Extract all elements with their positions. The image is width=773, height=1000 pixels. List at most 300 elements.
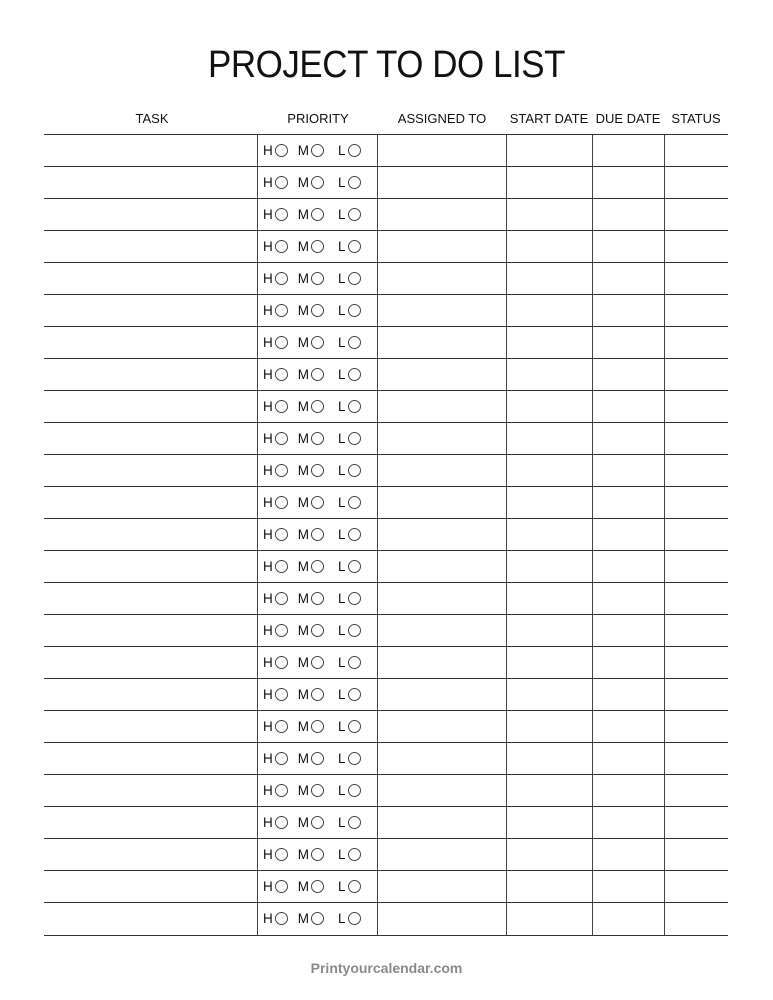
priority-option-h[interactable] — [263, 655, 288, 670]
assigned-to-cell[interactable] — [377, 807, 506, 838]
start-date-cell[interactable] — [506, 423, 592, 454]
priority-option-l[interactable] — [338, 271, 361, 286]
radio-circle-icon[interactable] — [275, 624, 288, 637]
radio-circle-icon[interactable] — [311, 368, 324, 381]
task-cell[interactable] — [44, 871, 257, 902]
task-cell[interactable] — [44, 167, 257, 198]
priority-label: M — [297, 623, 309, 638]
priority-option-m[interactable] — [298, 271, 324, 286]
priority-label: L — [338, 559, 346, 574]
priority-option-m[interactable] — [298, 783, 324, 798]
radio-circle-icon[interactable] — [311, 752, 324, 765]
assigned-to-cell[interactable] — [377, 487, 506, 518]
column-divider — [664, 647, 665, 678]
column-divider — [257, 391, 258, 422]
assigned-to-cell[interactable] — [377, 679, 506, 710]
task-cell[interactable] — [44, 647, 257, 678]
priority-option-m[interactable] — [298, 367, 324, 382]
due-date-cell[interactable] — [592, 487, 664, 518]
start-date-cell[interactable] — [506, 487, 592, 518]
status-cell[interactable] — [664, 263, 728, 294]
due-date-cell[interactable] — [592, 263, 664, 294]
priority-option-h[interactable] — [263, 879, 288, 894]
radio-circle-icon[interactable] — [311, 208, 324, 221]
status-cell[interactable] — [664, 679, 728, 710]
priority-option-m[interactable] — [298, 879, 324, 894]
assigned-to-cell[interactable] — [377, 391, 506, 422]
radio-circle-icon[interactable] — [348, 496, 361, 509]
radio-circle-icon[interactable] — [311, 816, 324, 829]
task-cell[interactable] — [44, 199, 257, 230]
radio-circle-icon[interactable] — [275, 336, 288, 349]
priority-option-m[interactable] — [298, 559, 324, 574]
priority-option-h[interactable] — [263, 527, 288, 542]
due-date-cell[interactable] — [592, 391, 664, 422]
priority-option-m[interactable] — [298, 719, 324, 734]
radio-circle-icon[interactable] — [275, 304, 288, 317]
start-date-cell[interactable] — [506, 519, 592, 550]
start-date-cell[interactable] — [506, 327, 592, 358]
due-date-cell[interactable] — [592, 583, 664, 614]
priority-option-l[interactable] — [338, 335, 361, 350]
priority-option-l[interactable] — [338, 399, 361, 414]
radio-circle-icon[interactable] — [348, 208, 361, 221]
priority-option-l[interactable] — [338, 559, 361, 574]
priority-option-m[interactable] — [298, 431, 324, 446]
start-date-cell[interactable] — [506, 263, 592, 294]
assigned-to-cell[interactable] — [377, 327, 506, 358]
priority-option-l[interactable] — [338, 783, 361, 798]
status-cell[interactable] — [664, 711, 728, 742]
radio-circle-icon[interactable] — [275, 592, 288, 605]
priority-option-m[interactable] — [298, 911, 324, 926]
priority-option-m[interactable] — [298, 687, 324, 702]
priority-option-h[interactable] — [263, 911, 288, 926]
radio-circle-icon[interactable] — [311, 240, 324, 253]
priority-option-l[interactable] — [338, 367, 361, 382]
start-date-cell[interactable] — [506, 295, 592, 326]
task-cell[interactable] — [44, 327, 257, 358]
radio-circle-icon[interactable] — [311, 784, 324, 797]
task-cell[interactable] — [44, 135, 257, 166]
radio-circle-icon[interactable] — [311, 496, 324, 509]
radio-circle-icon[interactable] — [311, 880, 324, 893]
due-date-cell[interactable] — [592, 615, 664, 646]
assigned-to-cell[interactable] — [377, 423, 506, 454]
assigned-to-cell[interactable] — [377, 551, 506, 582]
radio-circle-icon[interactable] — [348, 304, 361, 317]
priority-label: L — [338, 751, 346, 766]
priority-option-l[interactable] — [338, 623, 361, 638]
status-cell[interactable] — [664, 615, 728, 646]
status-cell[interactable] — [664, 647, 728, 678]
footer-watermark: Printyourcalendar.com — [310, 960, 463, 976]
assigned-to-cell[interactable] — [377, 711, 506, 742]
assigned-to-cell[interactable] — [377, 199, 506, 230]
assigned-to-cell[interactable] — [377, 583, 506, 614]
start-date-cell[interactable] — [506, 551, 592, 582]
priority-option-m[interactable] — [298, 207, 324, 222]
priority-option-h[interactable] — [263, 335, 288, 350]
assigned-to-cell[interactable] — [377, 903, 506, 935]
priority-option-h[interactable] — [263, 271, 288, 286]
start-date-cell[interactable] — [506, 199, 592, 230]
radio-circle-icon[interactable] — [275, 144, 288, 157]
radio-circle-icon[interactable] — [311, 144, 324, 157]
task-cell[interactable] — [44, 455, 257, 486]
task-cell[interactable] — [44, 423, 257, 454]
assigned-to-cell[interactable] — [377, 519, 506, 550]
status-cell[interactable] — [664, 743, 728, 774]
radio-circle-icon[interactable] — [275, 720, 288, 733]
column-divider — [377, 647, 378, 678]
task-cell[interactable] — [44, 551, 257, 582]
radio-circle-icon[interactable] — [348, 784, 361, 797]
priority-option-m[interactable] — [298, 847, 324, 862]
assigned-to-cell[interactable] — [377, 743, 506, 774]
radio-circle-icon[interactable] — [348, 336, 361, 349]
status-cell[interactable] — [664, 135, 728, 166]
start-date-cell[interactable] — [506, 647, 592, 678]
priority-option-l[interactable] — [338, 719, 361, 734]
task-cell[interactable] — [44, 263, 257, 294]
assigned-to-cell[interactable] — [377, 231, 506, 262]
priority-option-h[interactable] — [263, 143, 288, 158]
assigned-to-cell[interactable] — [377, 775, 506, 806]
priority-option-m[interactable] — [298, 751, 324, 766]
start-date-cell[interactable] — [506, 871, 592, 902]
assigned-to-cell[interactable] — [377, 135, 506, 166]
priority-option-m[interactable] — [298, 143, 324, 158]
priority-option-h[interactable] — [263, 463, 288, 478]
priority-option-m[interactable] — [298, 815, 324, 830]
radio-circle-icon[interactable] — [275, 368, 288, 381]
radio-circle-icon[interactable] — [275, 784, 288, 797]
column-divider — [506, 903, 507, 935]
priority-option-m[interactable] — [298, 463, 324, 478]
task-cell[interactable] — [44, 519, 257, 550]
radio-circle-icon[interactable] — [311, 336, 324, 349]
due-date-cell[interactable] — [592, 167, 664, 198]
task-cell[interactable] — [44, 615, 257, 646]
table-row — [44, 646, 728, 678]
priority-option-h[interactable] — [263, 175, 288, 190]
assigned-to-cell[interactable] — [377, 167, 506, 198]
status-cell[interactable] — [664, 551, 728, 582]
task-cell[interactable] — [44, 903, 257, 935]
priority-option-h[interactable] — [263, 399, 288, 414]
priority-option-h[interactable] — [263, 367, 288, 382]
start-date-cell[interactable] — [506, 903, 592, 935]
priority-option-l[interactable] — [338, 655, 361, 670]
status-cell[interactable] — [664, 807, 728, 838]
task-cell[interactable] — [44, 295, 257, 326]
radio-circle-icon[interactable] — [348, 528, 361, 541]
priority-option-h[interactable] — [263, 623, 288, 638]
radio-circle-icon[interactable] — [348, 720, 361, 733]
due-date-cell[interactable] — [592, 711, 664, 742]
priority-option-l[interactable] — [338, 847, 361, 862]
status-cell[interactable] — [664, 839, 728, 870]
priority-option-l[interactable] — [338, 175, 361, 190]
priority-option-h[interactable] — [263, 719, 288, 734]
priority-label: H — [263, 271, 273, 286]
radio-circle-icon[interactable] — [275, 496, 288, 509]
radio-circle-icon[interactable] — [275, 208, 288, 221]
radio-circle-icon[interactable] — [311, 528, 324, 541]
radio-circle-icon[interactable] — [311, 656, 324, 669]
radio-circle-icon[interactable] — [275, 880, 288, 893]
priority-cell — [263, 839, 375, 870]
radio-circle-icon[interactable] — [348, 752, 361, 765]
due-date-cell[interactable] — [592, 871, 664, 902]
priority-option-l[interactable] — [338, 495, 361, 510]
due-date-cell[interactable] — [592, 199, 664, 230]
priority-option-l[interactable] — [338, 591, 361, 606]
column-divider — [592, 711, 593, 742]
radio-circle-icon[interactable] — [311, 848, 324, 861]
radio-circle-icon[interactable] — [275, 848, 288, 861]
priority-option-m[interactable] — [298, 527, 324, 542]
priority-option-h[interactable] — [263, 783, 288, 798]
status-cell[interactable] — [664, 423, 728, 454]
radio-circle-icon[interactable] — [348, 912, 361, 925]
assigned-to-cell[interactable] — [377, 295, 506, 326]
assigned-to-cell[interactable] — [377, 871, 506, 902]
priority-option-l[interactable] — [338, 463, 361, 478]
priority-option-l[interactable] — [338, 879, 361, 894]
priority-option-m[interactable] — [298, 655, 324, 670]
task-cell[interactable] — [44, 839, 257, 870]
task-cell[interactable] — [44, 359, 257, 390]
radio-circle-icon[interactable] — [311, 592, 324, 605]
start-date-cell[interactable] — [506, 231, 592, 262]
column-divider — [664, 359, 665, 390]
start-date-cell[interactable] — [506, 391, 592, 422]
priority-option-m[interactable] — [298, 175, 324, 190]
start-date-cell[interactable] — [506, 711, 592, 742]
radio-circle-icon[interactable] — [311, 688, 324, 701]
table-row — [44, 582, 728, 614]
column-divider — [377, 199, 378, 230]
start-date-cell[interactable] — [506, 743, 592, 774]
status-cell[interactable] — [664, 295, 728, 326]
priority-option-m[interactable] — [298, 303, 324, 318]
priority-option-m[interactable] — [298, 495, 324, 510]
due-date-cell[interactable] — [592, 327, 664, 358]
due-date-cell[interactable] — [592, 903, 664, 935]
priority-option-h[interactable] — [263, 495, 288, 510]
priority-option-h[interactable] — [263, 751, 288, 766]
priority-option-m[interactable] — [298, 335, 324, 350]
radio-circle-icon[interactable] — [348, 240, 361, 253]
radio-circle-icon[interactable] — [275, 400, 288, 413]
task-cell[interactable] — [44, 807, 257, 838]
priority-option-l[interactable] — [338, 143, 361, 158]
radio-circle-icon[interactable] — [348, 368, 361, 381]
radio-circle-icon[interactable] — [348, 816, 361, 829]
radio-circle-icon[interactable] — [311, 432, 324, 445]
due-date-cell[interactable] — [592, 839, 664, 870]
column-divider — [506, 615, 507, 646]
assigned-to-cell[interactable] — [377, 839, 506, 870]
status-cell[interactable] — [664, 487, 728, 518]
due-date-cell[interactable] — [592, 135, 664, 166]
due-date-cell[interactable] — [592, 295, 664, 326]
radio-circle-icon[interactable] — [275, 656, 288, 669]
status-cell[interactable] — [664, 903, 728, 935]
assigned-to-cell[interactable] — [377, 615, 506, 646]
table-row — [44, 838, 728, 870]
radio-circle-icon[interactable] — [275, 688, 288, 701]
status-cell[interactable] — [664, 359, 728, 390]
start-date-cell[interactable] — [506, 807, 592, 838]
priority-option-h[interactable] — [263, 559, 288, 574]
start-date-cell[interactable] — [506, 455, 592, 486]
task-cell[interactable] — [44, 711, 257, 742]
radio-circle-icon[interactable] — [311, 560, 324, 573]
assigned-to-cell[interactable] — [377, 263, 506, 294]
radio-circle-icon[interactable] — [348, 400, 361, 413]
priority-option-l[interactable] — [338, 911, 361, 926]
priority-option-h[interactable] — [263, 591, 288, 606]
priority-option-h[interactable] — [263, 207, 288, 222]
start-date-cell[interactable] — [506, 775, 592, 806]
start-date-cell[interactable] — [506, 839, 592, 870]
task-cell[interactable] — [44, 679, 257, 710]
status-cell[interactable] — [664, 775, 728, 806]
priority-option-h[interactable] — [263, 431, 288, 446]
radio-circle-icon[interactable] — [311, 272, 324, 285]
radio-circle-icon[interactable] — [348, 624, 361, 637]
status-cell[interactable] — [664, 327, 728, 358]
column-divider — [257, 775, 258, 806]
radio-circle-icon[interactable] — [275, 528, 288, 541]
radio-circle-icon[interactable] — [311, 304, 324, 317]
task-cell[interactable] — [44, 391, 257, 422]
radio-circle-icon[interactable] — [275, 464, 288, 477]
start-date-cell[interactable] — [506, 359, 592, 390]
due-date-cell[interactable] — [592, 423, 664, 454]
due-date-cell[interactable] — [592, 679, 664, 710]
status-cell[interactable] — [664, 167, 728, 198]
priority-option-h[interactable] — [263, 239, 288, 254]
radio-circle-icon[interactable] — [348, 272, 361, 285]
radio-circle-icon[interactable] — [311, 400, 324, 413]
radio-circle-icon[interactable] — [275, 432, 288, 445]
status-cell[interactable] — [664, 231, 728, 262]
task-cell[interactable] — [44, 583, 257, 614]
column-divider — [377, 167, 378, 198]
radio-circle-icon[interactable] — [348, 144, 361, 157]
radio-circle-icon[interactable] — [311, 464, 324, 477]
priority-option-l[interactable] — [338, 815, 361, 830]
task-cell[interactable] — [44, 487, 257, 518]
radio-circle-icon[interactable] — [311, 720, 324, 733]
start-date-cell[interactable] — [506, 167, 592, 198]
assigned-to-cell[interactable] — [377, 455, 506, 486]
assigned-to-cell[interactable] — [377, 359, 506, 390]
status-cell[interactable] — [664, 391, 728, 422]
radio-circle-icon[interactable] — [348, 688, 361, 701]
radio-circle-icon[interactable] — [275, 752, 288, 765]
due-date-cell[interactable] — [592, 743, 664, 774]
priority-label: L — [338, 239, 346, 254]
radio-circle-icon[interactable] — [311, 176, 324, 189]
priority-option-l[interactable] — [338, 431, 361, 446]
priority-option-l[interactable] — [338, 687, 361, 702]
start-date-cell[interactable] — [506, 135, 592, 166]
due-date-cell[interactable] — [592, 551, 664, 582]
radio-circle-icon[interactable] — [311, 624, 324, 637]
start-date-cell[interactable] — [506, 615, 592, 646]
status-cell[interactable] — [664, 519, 728, 550]
priority-option-m[interactable] — [298, 623, 324, 638]
status-cell[interactable] — [664, 583, 728, 614]
radio-circle-icon[interactable] — [275, 272, 288, 285]
radio-circle-icon[interactable] — [275, 560, 288, 573]
radio-circle-icon[interactable] — [275, 240, 288, 253]
priority-option-h[interactable] — [263, 687, 288, 702]
radio-circle-icon[interactable] — [275, 176, 288, 189]
status-cell[interactable] — [664, 455, 728, 486]
priority-label: L — [338, 175, 346, 190]
priority-cell — [263, 167, 375, 198]
task-cell[interactable] — [44, 743, 257, 774]
priority-option-l[interactable] — [338, 303, 361, 318]
priority-cell — [263, 199, 375, 230]
priority-option-h[interactable] — [263, 815, 288, 830]
radio-circle-icon[interactable] — [348, 176, 361, 189]
task-cell[interactable] — [44, 775, 257, 806]
table-row — [44, 614, 728, 646]
priority-option-h[interactable] — [263, 847, 288, 862]
priority-option-h[interactable] — [263, 303, 288, 318]
radio-circle-icon[interactable] — [348, 848, 361, 861]
radio-circle-icon[interactable] — [311, 912, 324, 925]
due-date-cell[interactable] — [592, 359, 664, 390]
radio-circle-icon[interactable] — [348, 656, 361, 669]
radio-circle-icon[interactable] — [275, 912, 288, 925]
radio-circle-icon[interactable] — [348, 464, 361, 477]
priority-option-l[interactable] — [338, 751, 361, 766]
radio-circle-icon[interactable] — [348, 880, 361, 893]
priority-option-l[interactable] — [338, 239, 361, 254]
due-date-cell[interactable] — [592, 519, 664, 550]
radio-circle-icon[interactable] — [348, 432, 361, 445]
due-date-cell[interactable] — [592, 807, 664, 838]
due-date-cell[interactable] — [592, 647, 664, 678]
priority-option-l[interactable] — [338, 527, 361, 542]
radio-circle-icon[interactable] — [348, 592, 361, 605]
priority-option-l[interactable] — [338, 207, 361, 222]
status-cell[interactable] — [664, 199, 728, 230]
column-divider — [664, 423, 665, 454]
radio-circle-icon[interactable] — [348, 560, 361, 573]
task-cell[interactable] — [44, 231, 257, 262]
status-cell[interactable] — [664, 871, 728, 902]
due-date-cell[interactable] — [592, 455, 664, 486]
due-date-cell[interactable] — [592, 231, 664, 262]
assigned-to-cell[interactable] — [377, 647, 506, 678]
radio-circle-icon[interactable] — [275, 816, 288, 829]
start-date-cell[interactable] — [506, 583, 592, 614]
start-date-cell[interactable] — [506, 679, 592, 710]
priority-option-m[interactable] — [298, 239, 324, 254]
due-date-cell[interactable] — [592, 775, 664, 806]
priority-option-m[interactable] — [298, 399, 324, 414]
priority-option-m[interactable] — [298, 591, 324, 606]
